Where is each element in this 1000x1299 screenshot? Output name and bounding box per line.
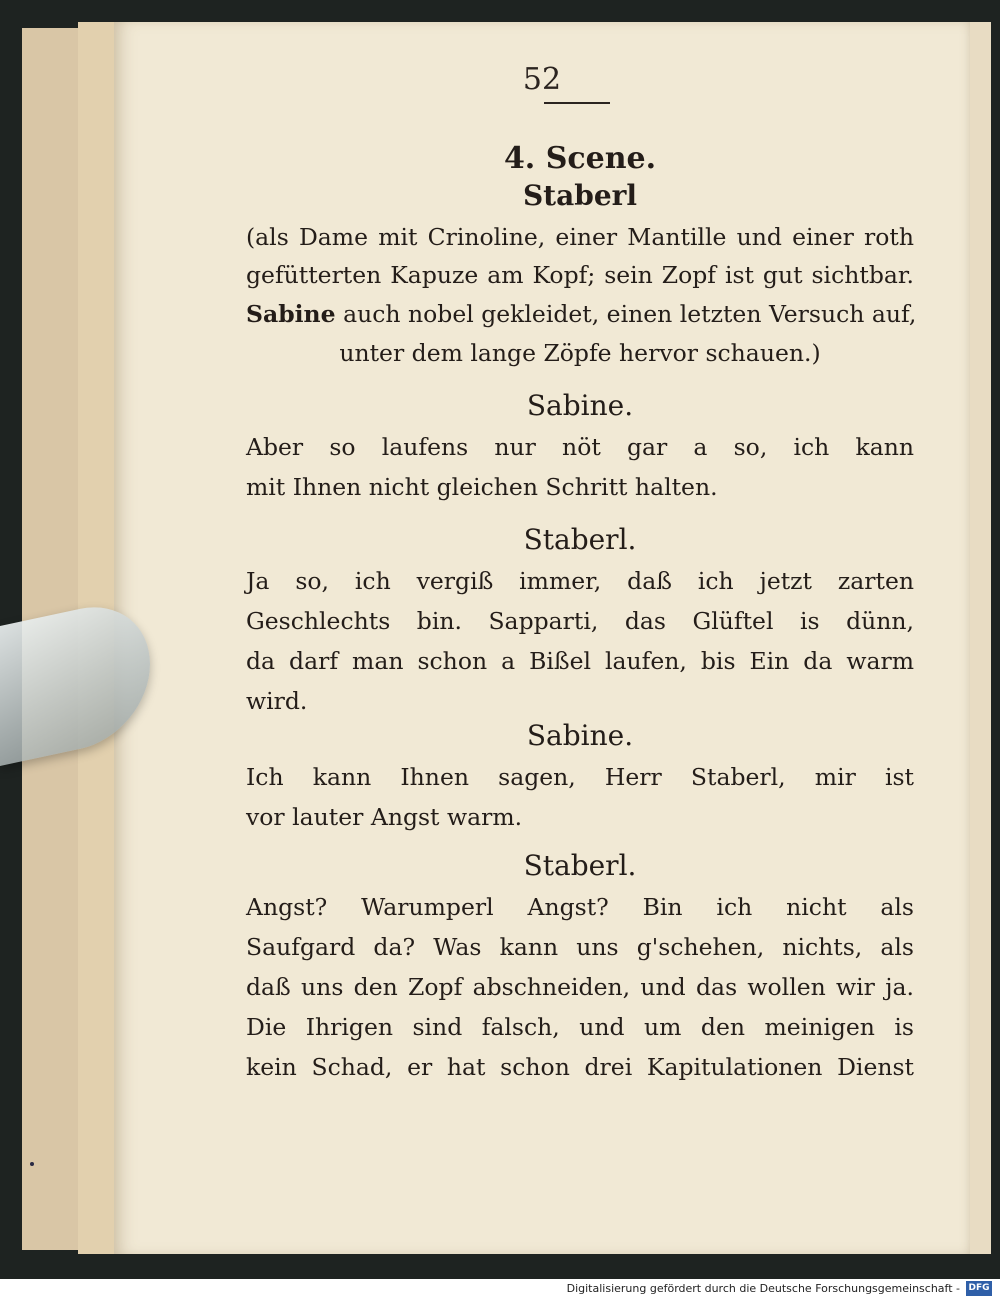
dialogue-line: mit Ihnen nicht gleichen Schritt halten. bbox=[246, 473, 718, 501]
dialogue-line: Ja so, ich vergiß immer, daß ich jetzt zarten bbox=[246, 567, 914, 595]
scene-heading: 4. Scene. bbox=[503, 141, 657, 176]
digitization-footer bbox=[0, 1279, 1000, 1299]
dialogue-line: Geschlechts bin. Sapparti, das Glüftel is dünn, bbox=[246, 607, 914, 635]
funding-credit: Digitalisierung gefördert durch die Deutsche Forschungsgemeinschaft - bbox=[566, 1282, 960, 1295]
stage-direction-text: auch nobel gekleidet, einen letzten Versuch auf, bbox=[343, 300, 917, 328]
dialogue-line: Angst? Warumperl Angst? Bin ich nicht als bbox=[246, 893, 914, 921]
speaker-name: Staberl. bbox=[523, 523, 637, 556]
speaker-name: Sabine. bbox=[526, 389, 634, 422]
book-edge-right bbox=[968, 22, 991, 1254]
dialogue-line: vor lauter Angst warm. bbox=[246, 803, 523, 831]
dialogue-line: kein Schad, er hat schon drei Kapitulationen Dienst bbox=[246, 1053, 914, 1081]
book-page bbox=[114, 22, 970, 1254]
dfg-logo-icon: DFG bbox=[966, 1281, 992, 1296]
stage-direction-line: gefütterten Kapuze am Kopf; sein Zopf ist gut sichtbar. bbox=[246, 261, 914, 289]
margin-mark bbox=[30, 1162, 34, 1166]
character-name: Sabine bbox=[246, 300, 336, 328]
dialogue-line: Ich kann Ihnen sagen, Herr Staberl, mir ist bbox=[246, 763, 914, 791]
dialogue-line: da darf man schon a Bißel laufen, bis Ein da warm bbox=[246, 647, 914, 675]
stage-direction-line bbox=[246, 300, 917, 328]
dialogue-line: daß uns den Zopf abschneiden, und das wollen wir ja. bbox=[246, 973, 914, 1001]
dialogue-line: wird. bbox=[246, 687, 308, 715]
speaker-name: Sabine. bbox=[526, 719, 634, 752]
page-number: 52 bbox=[522, 62, 562, 97]
stage-direction-line: (als Dame mit Crinoline, einer Mantille und einer roth bbox=[246, 223, 914, 251]
dialogue-line: Die Ihrigen sind falsch, und um den meinigen is bbox=[246, 1013, 914, 1041]
dialogue-line: Aber so laufens nur nöt gar a so, ich kann bbox=[246, 433, 914, 461]
stage-direction-line: unter dem lange Zöpfe hervor schauen.) bbox=[339, 339, 821, 367]
speaker-name: Staberl bbox=[522, 179, 638, 212]
dialogue-line: Saufgard da? Was kann uns g'schehen, nichts, als bbox=[246, 933, 914, 961]
page-number-underline bbox=[544, 102, 610, 104]
speaker-name: Staberl. bbox=[523, 849, 637, 882]
